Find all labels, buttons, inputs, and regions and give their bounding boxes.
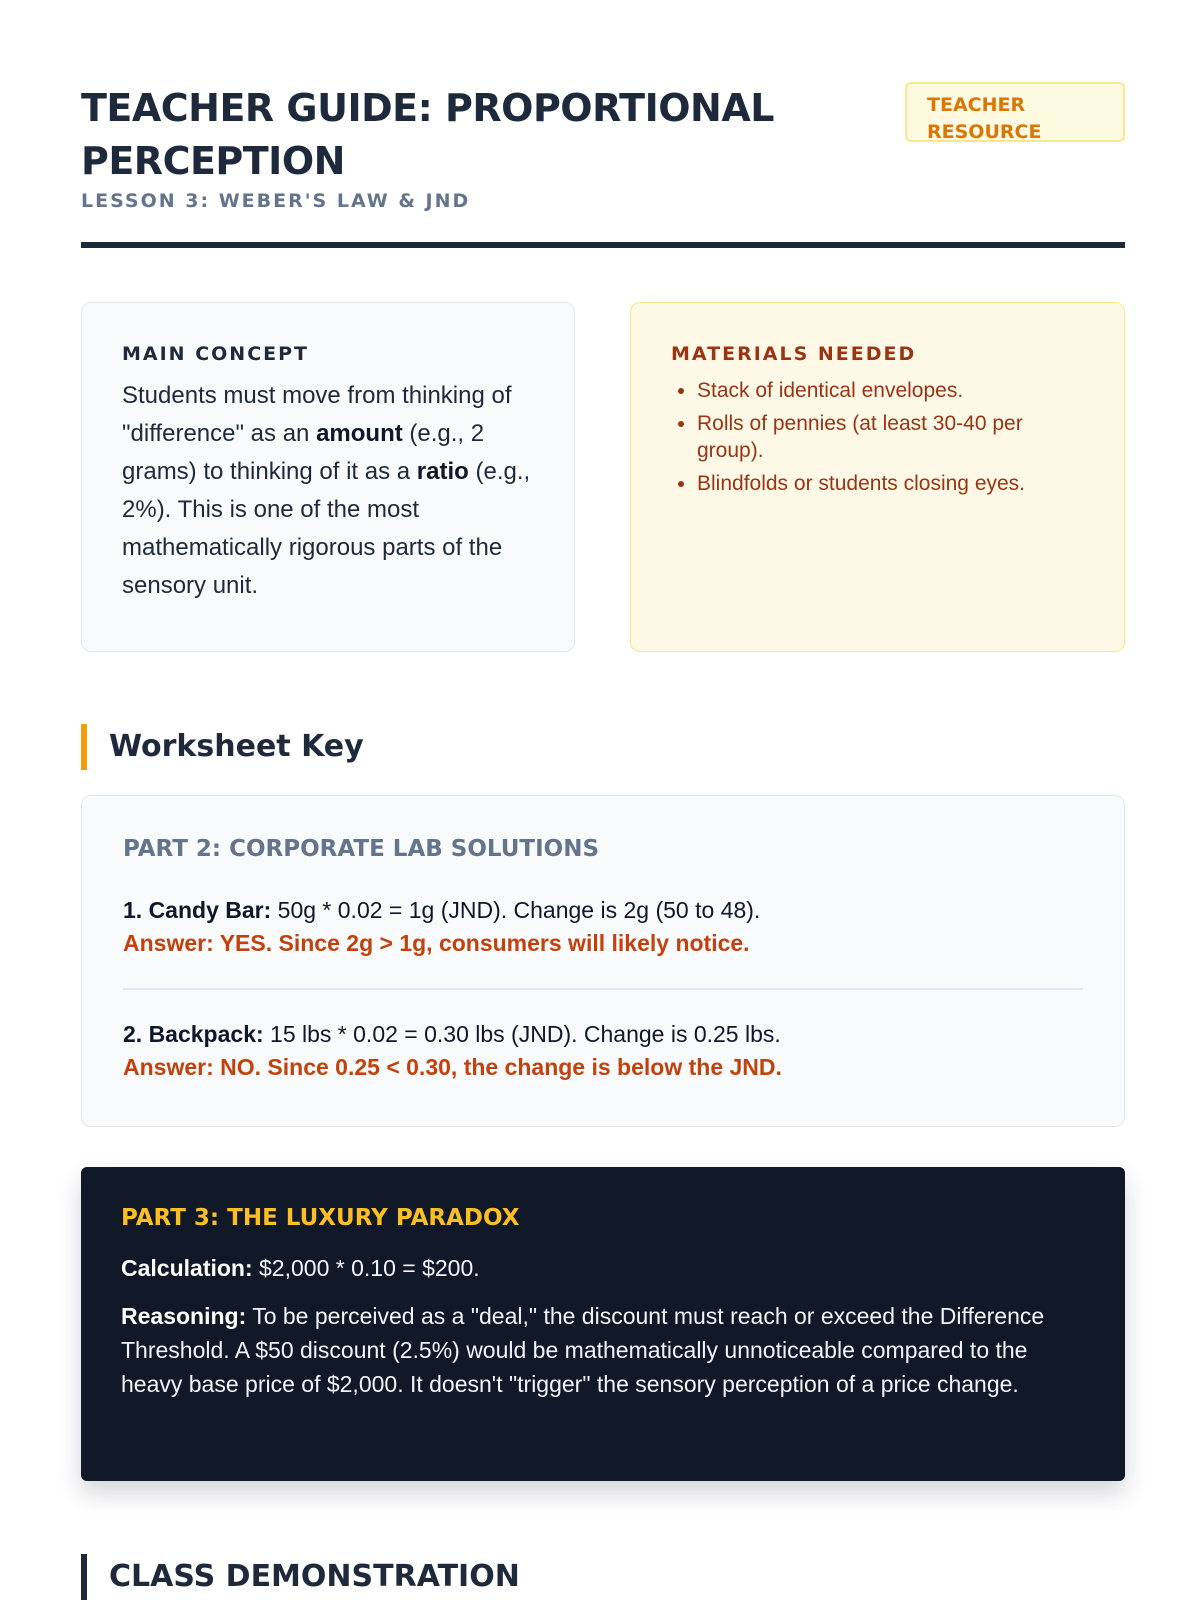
reasoning-text: To be perceived as a "deal," the discount must reach or exceed the Difference Threshold. A $50 discount (2.5%) would be mathematically unnoticeable compared to the heavy base price of $2,000. It doesn't "trigger" the sensory perception of a price change. [121,1303,1045,1397]
materials-list-item: • Stack of identical envelopes. [697,377,1084,404]
reasoning-label: Reasoning: [121,1303,247,1329]
class-demo-section-header [81,1554,1125,1600]
concept-bold-amount: amount [316,420,403,447]
concept-text-part: (e.g., 2%). This is one of the most mathematically rigorous parts of the sensory unit. [122,458,531,599]
reasoning-paragraph [121,1299,1085,1401]
materials-list-item: • Blindfolds or students closing eyes. [697,470,1084,497]
solution-work: 15 lbs * 0.02 = 0.30 lbs (JND). Change is 0.25 lbs. [263,1020,781,1047]
materials-card [630,302,1125,652]
main-concept-card [81,302,575,652]
solution-label: 2. Backpack: [123,1020,264,1047]
worksheet-key-card [81,795,1125,1127]
worksheet-key-heading: Worksheet Key [109,729,364,764]
concept-text-part: Students must move from thinking of "difference" as an [122,382,512,447]
main-concept-text [122,377,534,605]
calculation-text: $2,000 * 0.10 = $200. [252,1255,480,1281]
solution-label: 1. Candy Bar: [123,897,272,923]
solution-candy-bar [123,894,1083,960]
solution-answer: Answer: YES. Since 2g > 1g, consumers will likely notice. [123,930,750,956]
concept-text-part: (e.g., 2 grams) to thinking of it as a [122,420,485,485]
part2-heading: PART 2: CORPORATE LAB SOLUTIONS [123,836,600,862]
calculation-label: Calculation: [121,1255,253,1281]
teacher-resource-badge: TEACHER RESOURCE [905,82,1125,142]
solution-backpack [123,1018,1083,1084]
header-divider [81,242,1125,248]
worksheet-key-section-header [81,724,1125,770]
part3-heading: PART 3: THE LUXURY PARADOX [121,1205,520,1231]
lesson-subtitle: LESSON 3: WEBER'S LAW & JND [81,190,471,212]
class-demo-heading: CLASS DEMONSTRATION [109,1559,520,1594]
concept-bold-ratio: ratio [416,458,469,485]
main-concept-label: MAIN CONCEPT [122,343,310,365]
luxury-paradox-card [81,1167,1125,1481]
materials-label: MATERIALS NEEDED [671,343,917,365]
solution-divider [123,988,1083,990]
calculation-paragraph [121,1251,1085,1285]
materials-list [671,377,1084,497]
page-title: TEACHER GUIDE: PROPORTIONAL PERCEPTION [81,86,774,183]
materials-list-item: • Rolls of pennies (at least 30-40 per group). [697,410,1084,464]
guide-header [81,82,1125,248]
solution-work: 50g * 0.02 = 1g (JND). Change is 2g (50 to 48). [271,897,761,923]
solution-answer: Answer: NO. Since 0.25 < 0.30, the change is below the JND. [123,1053,782,1080]
